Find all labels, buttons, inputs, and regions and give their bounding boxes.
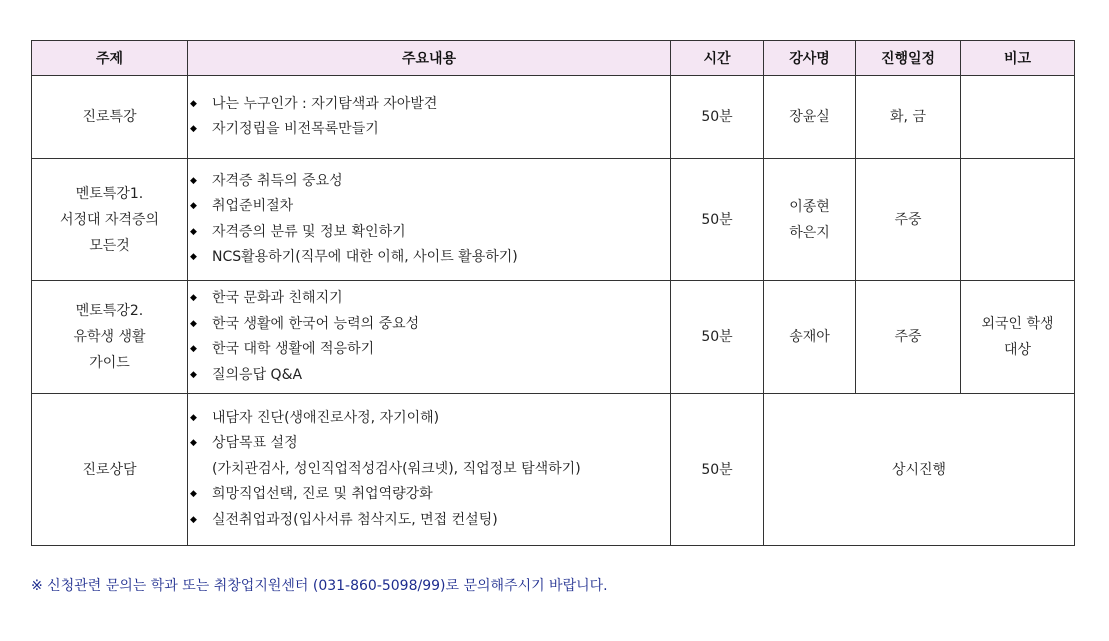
instructor-cell — [764, 281, 856, 394]
diamond-bullet-icon: ◆ — [190, 514, 197, 525]
topic-line: 진로특강 — [82, 109, 137, 125]
topic-cell — [32, 76, 188, 159]
list-item — [188, 245, 670, 271]
list-item — [188, 363, 670, 389]
header-main-content: 주요내용 — [188, 41, 671, 76]
diamond-bullet-icon: ◆ — [190, 412, 197, 423]
time-cell: 50분 — [671, 281, 764, 394]
topic-line: 멘토특강2. — [75, 303, 144, 319]
topic-cell — [32, 394, 188, 546]
diamond-bullet-icon: ◆ — [190, 344, 197, 354]
note-cell — [961, 76, 1075, 159]
table-header-row — [32, 41, 1075, 76]
note-cell — [961, 159, 1075, 281]
list-item-text: 취업준비절차 — [212, 198, 294, 214]
table-row — [32, 76, 1075, 159]
table-row — [32, 394, 1075, 546]
list-item-text: 내담자 진단(생애진로사정, 자기이해) — [212, 409, 440, 426]
header-note: 비고 — [961, 41, 1075, 76]
diamond-bullet-icon: ◆ — [190, 124, 197, 134]
diamond-bullet-icon: ◆ — [190, 98, 197, 109]
content-list — [188, 286, 670, 388]
time-cell: 50분 — [671, 76, 764, 159]
header-topic: 주제 — [32, 41, 188, 76]
topic-line: 서정대 자격증의 — [59, 211, 160, 228]
list-item-text: NCS활용하기(직무에 대한 이해, 사이트 활용하기) — [212, 249, 518, 265]
topic-line: 진로상담 — [82, 461, 137, 478]
list-item-text: (가치관검사, 성인직업적성검사(워크넷), 직업정보 탐색하기) — [212, 460, 581, 477]
topic-cell — [32, 159, 188, 281]
list-item — [188, 482, 670, 508]
content-cell — [188, 394, 671, 546]
diamond-bullet-icon: ◆ — [190, 369, 197, 380]
note-line: 대상 — [1003, 342, 1032, 358]
time-cell: 50분 — [671, 159, 764, 281]
content-list — [188, 406, 670, 534]
list-item — [188, 312, 670, 338]
list-item — [188, 169, 670, 195]
list-item — [188, 220, 670, 246]
instructor-name: 장윤실 — [789, 109, 830, 125]
diamond-bullet-icon: ◆ — [190, 293, 197, 303]
diamond-bullet-icon: ◆ — [190, 175, 197, 186]
table-row — [32, 281, 1075, 394]
list-item-text: 한국 대학 생활에 적응하기 — [212, 341, 375, 357]
list-item-text: 한국 생활에 한국어 능력의 중요성 — [212, 315, 420, 332]
contact-notice: ※ 신청관련 문의는 학과 또는 취창업지원센터 (031-860-5098/99)로 문의해주시기 바랍니다. — [31, 578, 608, 594]
list-item-text: 희망직업선택, 진로 및 취업역량강화 — [212, 486, 433, 503]
time-cell: 50분 — [671, 394, 764, 546]
topic-line: 모든것 — [89, 237, 130, 254]
content-cell — [188, 76, 671, 159]
header-instructor: 강사명 — [764, 41, 856, 76]
list-item — [188, 431, 670, 457]
list-item-text: 자기정립을 비전목록만들기 — [212, 121, 379, 137]
schedule-cell: 주중 — [856, 281, 961, 394]
content-cell — [188, 159, 671, 281]
diamond-bullet-icon: ◆ — [190, 438, 197, 449]
content-cell — [188, 281, 671, 394]
list-item-text: 자격증 취득의 중요성 — [212, 172, 343, 189]
diamond-bullet-icon: ◆ — [190, 489, 197, 500]
list-item-text: 나는 누구인가 : 자기탐색과 자아발견 — [212, 95, 438, 112]
topic-line: 가이드 — [89, 355, 130, 371]
instructor-name: 하은지 — [789, 224, 830, 241]
list-item-continuation — [188, 457, 670, 483]
instructor-name: 이종현 — [789, 198, 830, 215]
list-item — [188, 194, 670, 220]
content-list — [188, 169, 670, 271]
header-time: 시간 — [671, 41, 764, 76]
topic-line: 멘토특강1. — [75, 185, 144, 202]
header-schedule: 진행일정 — [856, 41, 961, 76]
list-item-text: 자격증의 분류 및 정보 확인하기 — [212, 223, 406, 240]
list-item — [188, 337, 670, 363]
program-schedule-table — [31, 40, 1075, 546]
list-item-text: 실전취업과정(입사서류 첨삭지도, 면접 컨설팅) — [212, 511, 498, 528]
note-cell — [961, 281, 1075, 394]
merged-schedule-cell: 상시진행 — [764, 394, 1075, 546]
content-list — [188, 92, 670, 143]
topic-cell — [32, 281, 188, 394]
instructor-cell — [764, 159, 856, 281]
list-item-text: 상담목표 설정 — [212, 435, 298, 452]
schedule-cell: 화, 금 — [856, 76, 961, 159]
table-row — [32, 159, 1075, 281]
diamond-bullet-icon: ◆ — [190, 226, 197, 237]
list-item-text: 한국 문화과 친해지기 — [212, 290, 343, 306]
list-item — [188, 406, 670, 432]
list-item — [188, 92, 670, 118]
diamond-bullet-icon: ◆ — [190, 252, 197, 262]
topic-line: 유학생 생활 — [73, 329, 146, 345]
diamond-bullet-icon: ◆ — [190, 318, 197, 329]
list-item — [188, 117, 670, 143]
list-item — [188, 508, 670, 534]
schedule-cell: 주중 — [856, 159, 961, 281]
note-line: 외국인 학생 — [981, 316, 1054, 332]
instructor-name: 송재아 — [789, 329, 830, 345]
list-item — [188, 286, 670, 312]
diamond-bullet-icon: ◆ — [190, 201, 197, 211]
instructor-cell — [764, 76, 856, 159]
list-item-text: 질의응답 Q&A — [212, 366, 303, 383]
